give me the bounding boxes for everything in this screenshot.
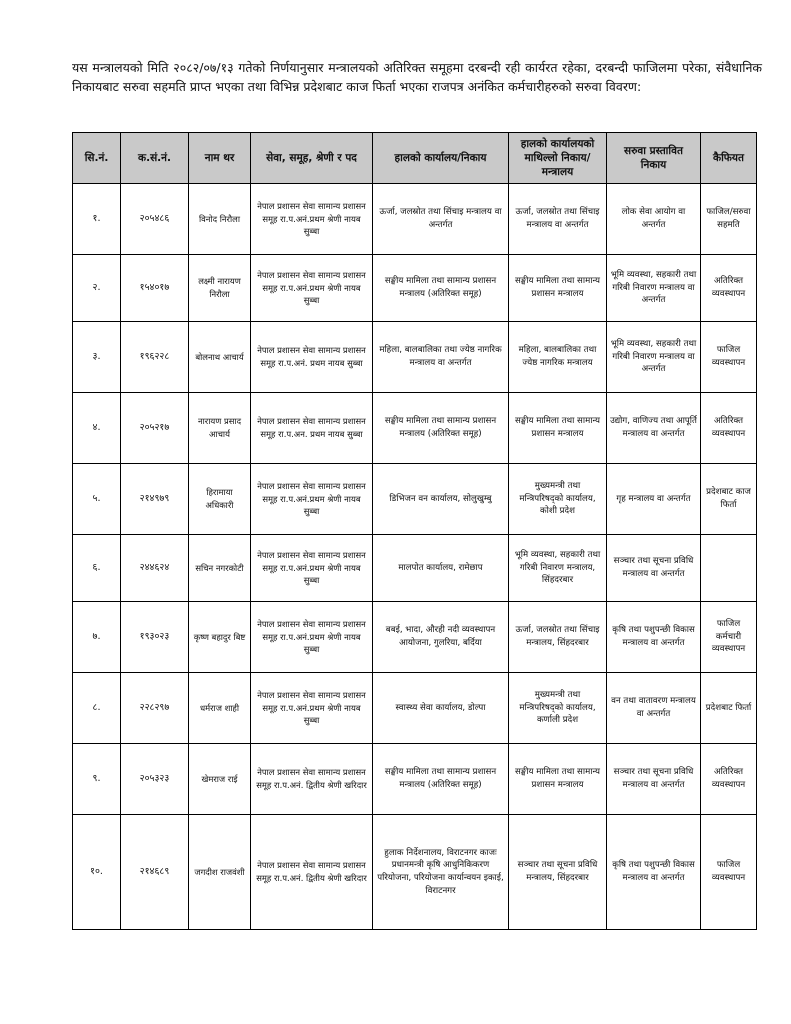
cell-proposed-office: सञ्चार तथा सूचना प्रविधि मन्त्रालय वा अन्तर्गत bbox=[607, 535, 701, 602]
cell-proposed-office: सञ्चार तथा सूचना प्रविधि मन्त्रालय वा अन्तर्गत bbox=[607, 744, 701, 815]
cell-name: सचिन नगरकोटी bbox=[189, 535, 251, 602]
table-row bbox=[73, 744, 757, 815]
cell-serial: ४. bbox=[73, 393, 121, 464]
transfer-table bbox=[72, 132, 757, 930]
cell-remarks bbox=[701, 535, 757, 602]
cell-proposed-office: कृषि तथा पशुपन्छी विकास मन्त्रालय वा अन्तर्गत bbox=[607, 602, 701, 673]
cell-parent-office: सङ्घीय मामिला तथा सामान्य प्रशासन मन्त्रालय bbox=[509, 255, 607, 322]
cell-current-office: सङ्घीय मामिला तथा सामान्य प्रशासन मन्त्रालय (अतिरिक्त समूह) bbox=[373, 255, 509, 322]
cell-employee-number: २०५३२३ bbox=[121, 744, 189, 815]
cell-employee-number: १९३०२३ bbox=[121, 602, 189, 673]
cell-remarks: अतिरिक्त व्यवस्थापन bbox=[701, 744, 757, 815]
cell-serial: १०. bbox=[73, 815, 121, 930]
cell-parent-office: सञ्चार तथा सूचना प्रविधि मन्त्रालय, सिंहदरबार bbox=[509, 815, 607, 930]
cell-name: लक्ष्मी नारायण निरौला bbox=[189, 255, 251, 322]
cell-current-office: डिभिजन वन कार्यालय, सोलुखुम्बु bbox=[373, 464, 509, 535]
cell-name: बोलनाथ आचार्य bbox=[189, 322, 251, 393]
cell-service: नेपाल प्रशासन सेवा सामान्य प्रशासन समूह रा.प.अनं.प्रथम श्रेणी नायब सुब्बा bbox=[251, 602, 373, 673]
cell-current-office: सङ्घीय मामिला तथा सामान्य प्रशासन मन्त्रालय (अतिरिक्त समूह) bbox=[373, 393, 509, 464]
header-current-office: हालको कार्यालय/निकाय bbox=[373, 133, 509, 184]
cell-serial: ७. bbox=[73, 602, 121, 673]
cell-parent-office: ऊर्जा, जलस्रोत तथा सिंचाइ मन्त्रालय वा अन्तर्गत bbox=[509, 184, 607, 255]
cell-current-office: ऊर्जा, जलस्रोत तथा सिंचाइ मन्त्रालय वा अन्तर्गत bbox=[373, 184, 509, 255]
cell-current-office: हुलाक निर्देशनालय, विराटनगर काजः प्रधानमन्त्री कृषि आधुनिकिकरण परियोजना, परियोजना कार्यान्वयन इकाई, विराटनगर bbox=[373, 815, 509, 930]
table-row bbox=[73, 393, 757, 464]
header-remarks: कैफियत bbox=[701, 133, 757, 184]
cell-employee-number: २०५२१७ bbox=[121, 393, 189, 464]
cell-parent-office: भूमि व्यवस्था, सहकारी तथा गरिबी निवारण मन्त्रालय, सिंहदरबार bbox=[509, 535, 607, 602]
header-serial: सि.नं. bbox=[73, 133, 121, 184]
cell-parent-office: सङ्घीय मामिला तथा सामान्य प्रशासन मन्त्रालय bbox=[509, 393, 607, 464]
cell-proposed-office: भूमि व्यवस्था, सहकारी तथा गरिबी निवारण मन्त्रालय वा अन्तर्गत bbox=[607, 322, 701, 393]
cell-name: हिरामाया अधिकारी bbox=[189, 464, 251, 535]
cell-name: जगदीश राजवंशी bbox=[189, 815, 251, 930]
table-row bbox=[73, 184, 757, 255]
header-service: सेवा, समूह, श्रेणी र पद bbox=[251, 133, 373, 184]
cell-serial: ८. bbox=[73, 673, 121, 744]
cell-service: नेपाल प्रशासन सेवा सामान्य प्रशासन समूह रा.प.अन. प्रथम नायब सुब्बा bbox=[251, 393, 373, 464]
cell-name: कृष्ण बहादुर बिष्ट bbox=[189, 602, 251, 673]
cell-parent-office: मुख्यमन्त्री तथा मन्त्रिपरिषद्को कार्यालय, कर्णाली प्रदेश bbox=[509, 673, 607, 744]
cell-employee-number: २०५४८६ bbox=[121, 184, 189, 255]
cell-employee-number: २१४९७९ bbox=[121, 464, 189, 535]
cell-service: नेपाल प्रशासन सेवा सामान्य प्रशासन समूह रा.प.अनं.प्रथम श्रेणी नायब सुब्बा bbox=[251, 535, 373, 602]
cell-remarks: प्रदेशबाट काज फिर्ता bbox=[701, 464, 757, 535]
cell-current-office: मालपोत कार्यालय, रामेछाप bbox=[373, 535, 509, 602]
cell-serial: ९. bbox=[73, 744, 121, 815]
cell-service: नेपाल प्रशासन सेवा सामान्य प्रशासन समूह रा.प.अनं. द्वितीय श्रेणी खरिदार bbox=[251, 744, 373, 815]
cell-serial: ३. bbox=[73, 322, 121, 393]
table-row bbox=[73, 673, 757, 744]
table-header-row bbox=[73, 133, 757, 184]
cell-proposed-office: भूमि व्यवस्था, सहकारी तथा गरिबी निवारण मन्त्रालय वा अन्तर्गत bbox=[607, 255, 701, 322]
cell-remarks: अतिरिक्त व्यवस्थापन bbox=[701, 255, 757, 322]
cell-service: नेपाल प्रशासन सेवा सामान्य प्रशासन समूह रा.प.अनं. द्वितीय श्रेणी खरिदार bbox=[251, 815, 373, 930]
table-row bbox=[73, 535, 757, 602]
cell-employee-number: २२८२९७ bbox=[121, 673, 189, 744]
table-row bbox=[73, 602, 757, 673]
cell-proposed-office: लोक सेवा आयोग वा अन्तर्गत bbox=[607, 184, 701, 255]
cell-parent-office: सङ्घीय मामिला तथा सामान्य प्रशासन मन्त्रालय bbox=[509, 744, 607, 815]
cell-name: धर्मराज शाही bbox=[189, 673, 251, 744]
cell-employee-number: १९६२२८ bbox=[121, 322, 189, 393]
cell-serial: १. bbox=[73, 184, 121, 255]
cell-proposed-office: वन तथा वातावरण मन्त्रालय वा अन्तर्गत bbox=[607, 673, 701, 744]
cell-employee-number: २४४६२४ bbox=[121, 535, 189, 602]
cell-remarks: फाजिल/सरुवा सहमति bbox=[701, 184, 757, 255]
cell-remarks: प्रदेशबाट फिर्ता bbox=[701, 673, 757, 744]
cell-proposed-office: गृह मन्त्रालय वा अन्तर्गत bbox=[607, 464, 701, 535]
cell-employee-number: १५४०१७ bbox=[121, 255, 189, 322]
header-name: नाम थर bbox=[189, 133, 251, 184]
cell-service: नेपाल प्रशासन सेवा सामान्य प्रशासन समूह रा.प.अनं.प्रथम श्रेणी नायब सुब्बा bbox=[251, 255, 373, 322]
table-row bbox=[73, 815, 757, 930]
cell-service: नेपाल प्रशासन सेवा सामान्य प्रशासन समूह रा.प.अनं.प्रथम श्रेणी नायब सुब्बा bbox=[251, 184, 373, 255]
header-parent-office: हालको कार्यालयको माथिल्लो निकाय/मन्त्रालय bbox=[509, 133, 607, 184]
table-row bbox=[73, 464, 757, 535]
cell-service: नेपाल प्रशासन सेवा सामान्य प्रशासन समूह रा.प.अनं. प्रथम नायब सुब्बा bbox=[251, 322, 373, 393]
cell-parent-office: मुख्यमन्त्री तथा मन्त्रिपरिषद्को कार्यालय, कोशी प्रदेश bbox=[509, 464, 607, 535]
cell-proposed-office: कृषि तथा पशुपन्छी विकास मन्त्रालय वा अन्तर्गत bbox=[607, 815, 701, 930]
cell-service: नेपाल प्रशासन सेवा सामान्य प्रशासन समूह रा.प.अनं.प्रथम श्रेणी नायब सुब्बा bbox=[251, 464, 373, 535]
cell-parent-office: महिला, बालबालिका तथा ज्येष्ठ नागरिक मन्त्रालय bbox=[509, 322, 607, 393]
header-employee-number: क.सं.नं. bbox=[121, 133, 189, 184]
cell-current-office: बबई, भादा, औरही नदी व्यवस्थापन आयोजना, गुलरिया, बर्दिया bbox=[373, 602, 509, 673]
cell-remarks: अतिरिक्त व्यवस्थापन bbox=[701, 393, 757, 464]
cell-current-office: स्वास्थ्य सेवा कार्यालय, डोल्पा bbox=[373, 673, 509, 744]
transfer-table-wrapper bbox=[72, 132, 756, 930]
cell-current-office: महिला, बालबालिका तथा ज्येष्ठ नागरिक मन्त्रालय वा अन्तर्गत bbox=[373, 322, 509, 393]
cell-name: खेमराज राई bbox=[189, 744, 251, 815]
cell-proposed-office: उद्योग, वाणिज्य तथा आपूर्ति मन्त्रालय वा अन्तर्गत bbox=[607, 393, 701, 464]
cell-parent-office: ऊर्जा, जलस्रोत तथा सिंचाइ मन्त्रालय, सिंहदरबार bbox=[509, 602, 607, 673]
cell-remarks: फाजिल कर्मचारी व्यवस्थापन bbox=[701, 602, 757, 673]
intro-paragraph: यस मन्त्रालयको मिति २०८२/०७/१३ गतेको निर्णयानुसार मन्त्रालयको अतिरिक्त समूहमा दरबन्दी रही कार्यरत रहेका, दरबन्दी फाजिलमा परेका, संवैधानिक निकायबाट सरुवा सहमति प्राप्त भएका तथा विभिन्न प्रदेशबाट काज फिर्ता भएका राजपत्र अनंकित कर्मचारीहरुको सरुवा विवरण: bbox=[72, 60, 762, 94]
cell-remarks: फाजिल व्यवस्थापन bbox=[701, 815, 757, 930]
cell-current-office: सङ्घीय मामिला तथा सामान्य प्रशासन मन्त्रालय (अतिरिक्त समूह) bbox=[373, 744, 509, 815]
cell-name: नारायण प्रसाद आचार्य bbox=[189, 393, 251, 464]
cell-serial: २. bbox=[73, 255, 121, 322]
cell-serial: ६. bbox=[73, 535, 121, 602]
cell-remarks: फाजिल व्यवस्थापन bbox=[701, 322, 757, 393]
cell-service: नेपाल प्रशासन सेवा सामान्य प्रशासन समूह रा.प.अनं.प्रथम श्रेणी नायब सुब्बा bbox=[251, 673, 373, 744]
header-proposed-office: सरुवा प्रस्तावित निकाय bbox=[607, 133, 701, 184]
cell-serial: ५. bbox=[73, 464, 121, 535]
cell-employee-number: २१४६८९ bbox=[121, 815, 189, 930]
cell-name: विनोद निरौला bbox=[189, 184, 251, 255]
table-row bbox=[73, 322, 757, 393]
table-row bbox=[73, 255, 757, 322]
